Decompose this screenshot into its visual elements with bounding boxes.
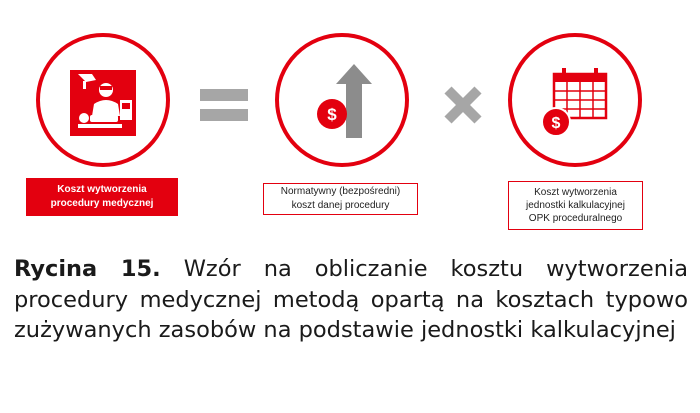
- procedure-cost-label: [26, 178, 178, 216]
- equals-icon: [200, 86, 248, 124]
- unit-cost-label-line2: jednostki kalkulacyjnej: [526, 200, 625, 211]
- direct-cost-label-line1: Normatywny (bezpośredni): [280, 186, 401, 197]
- calendar-dollar-icon: [538, 64, 612, 140]
- figure-caption: [14, 254, 688, 346]
- svg-text:$: $: [327, 105, 337, 124]
- medical-procedure-icon: [70, 70, 136, 136]
- direct-cost-label: [263, 183, 418, 215]
- svg-text:$: $: [551, 115, 561, 132]
- unit-cost-label-line3: OPK proceduralnego: [528, 213, 623, 224]
- procedure-cost-label-line2: procedury medycznej: [50, 198, 154, 209]
- multiply-icon: [443, 85, 483, 125]
- unit-cost-label-line1: Koszt wytworzenia: [534, 187, 617, 198]
- direct-cost-label-line2: koszt danej procedury: [291, 200, 390, 211]
- unit-cost-label: [508, 181, 643, 230]
- procedure-cost-label-line1: Koszt wytworzenia: [57, 184, 147, 195]
- caption-text: Wzór na obliczanie kosztu wytworzenia procedury medycznej metodą opartą na kosztach typowo zużywanych zasobów na podstawie jednostki kalkulacyjnej: [14, 256, 688, 343]
- dollar-arrow-up-icon: [310, 62, 380, 142]
- caption-label: Rycina 15.: [14, 256, 161, 282]
